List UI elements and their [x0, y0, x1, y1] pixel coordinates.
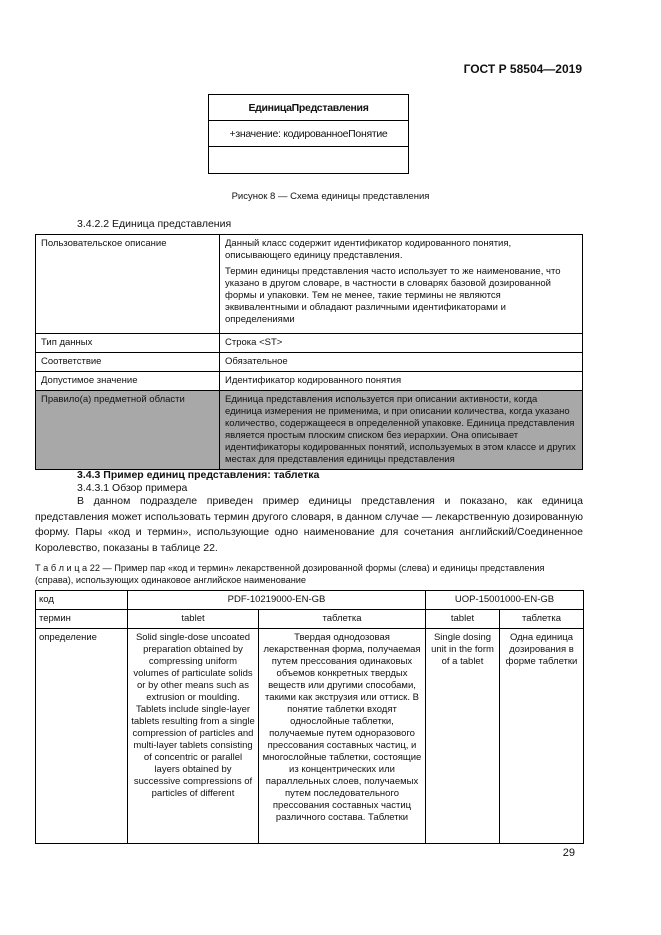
unit-of-presentation-table [35, 234, 583, 470]
section-heading-3422: 3.4.2.2 Единица представления [77, 218, 232, 230]
row-label: Допустимое значение [36, 372, 220, 391]
row-label: Тип данных [36, 334, 220, 353]
table-row [36, 629, 584, 844]
row-label: определение [36, 629, 128, 844]
row-label: Пользовательское описание [36, 235, 220, 334]
uml-class-name: ЕдиницаПредставления [209, 95, 408, 121]
row-label: термин [36, 610, 128, 629]
table-cell: таблетка [500, 610, 584, 629]
uml-operations-empty [209, 147, 408, 172]
table-row [36, 334, 583, 353]
table-row [36, 610, 584, 629]
table-cell: Твердая однодозовая лекарственная форма, получаемая путем прессования одинаковых объемов конкретных твердых веществ или другими способами, такими как экструзия или оттиск. В понятие таблетки входят однослойные таблетки, получаемые путем одноразового прессования составных частиц, и многослойные таблетки, состоящие из концентрических или параллельных слоев, получаемых путем последовательного прессования составных частиц различного состава. Таблетки [259, 629, 426, 844]
value-paragraph: Термин единицы представления часто использует то же наименование, что указано в другом словаре, в частности в словарях базовой дозированной формы и упаковки. Тем не менее, такие термины не являются эквивалентными и обладают различными идентификаторами и определениями [225, 266, 561, 325]
row-label: Правило(а) предметной области [36, 391, 220, 470]
subsection-heading-3431: 3.4.3.1 Обзор примера [77, 482, 188, 494]
table-cell: Одна единица дозирования в форме таблетки [500, 629, 584, 844]
table-cell: Single dosing unit in the form of a tablet [426, 629, 500, 844]
row-value: Идентификатор кодированного понятия [220, 372, 583, 391]
page-number: 29 [562, 847, 575, 859]
table-row [36, 235, 583, 334]
value-paragraph: Данный класс содержит идентификатор кодированного понятия, описывающего единицу представления. [225, 238, 512, 261]
row-value: Единица представления используется при описании активности, когда единица измерения не применима, и при описании количества, когда указано количество, содержащееся в определенной упаковке. Единица представления является простым плоским списком без иерархии. Она описывает идентификаторы кодированных понятий, используемых в этом классе и других местах для представления единицы представления [220, 391, 583, 470]
table-row-highlighted [36, 391, 583, 470]
row-value [220, 235, 583, 334]
body-paragraph: В данном подразделе приведен пример единицы представления и показано, как единица представления может использовать термин другого словаря, в данном случае — лекарственную дозированную форму. Пары «код и термин», использующие одно наименование для сочетания английский/Соединенное Королевство, показаны в таблице 22. [35, 495, 583, 554]
code-left: PDF-10219000-EN-GB [128, 591, 426, 610]
code-right: UOP-15001000-EN-GB [426, 591, 584, 610]
row-value: Строка <ST> [220, 334, 583, 353]
table-row [36, 591, 584, 610]
table-caption: Т а б л и ц а 22 — Пример пар «код и термин» лекарственной дозированной формы (слева) и единицы представления (справа), использующих одинаковое английское наименование [35, 563, 545, 585]
table-row [36, 353, 583, 372]
table-cell: таблетка [259, 610, 426, 629]
figure-caption: Рисунок 8 — Схема единицы представления [231, 191, 430, 202]
row-label: Соответствие [36, 353, 220, 372]
section-heading-343: 3.4.3 Пример единиц представления: таблетка [77, 469, 320, 481]
uml-class-diagram [208, 94, 409, 174]
table-cell: tablet [128, 610, 259, 629]
document-id: ГОСТ Р 58504—2019 [463, 62, 582, 76]
table-row [36, 372, 583, 391]
uml-attribute: +значение: кодированноеПонятие [209, 121, 408, 147]
row-label: код [36, 591, 128, 610]
table-cell: tablet [426, 610, 500, 629]
code-term-pairs-table [35, 590, 584, 844]
row-value: Обязательное [220, 353, 583, 372]
table-cell: Solid single-dose uncoated preparation obtained by compressing uniform volumes of particulate solids or by other means such as extrusion or moulding. Tablets include single-layer tablets resulting from a single compression of particles and multi-layer tablets consisting of concentric or parallel layers obtained by successive compressions of particles of different [128, 629, 259, 844]
